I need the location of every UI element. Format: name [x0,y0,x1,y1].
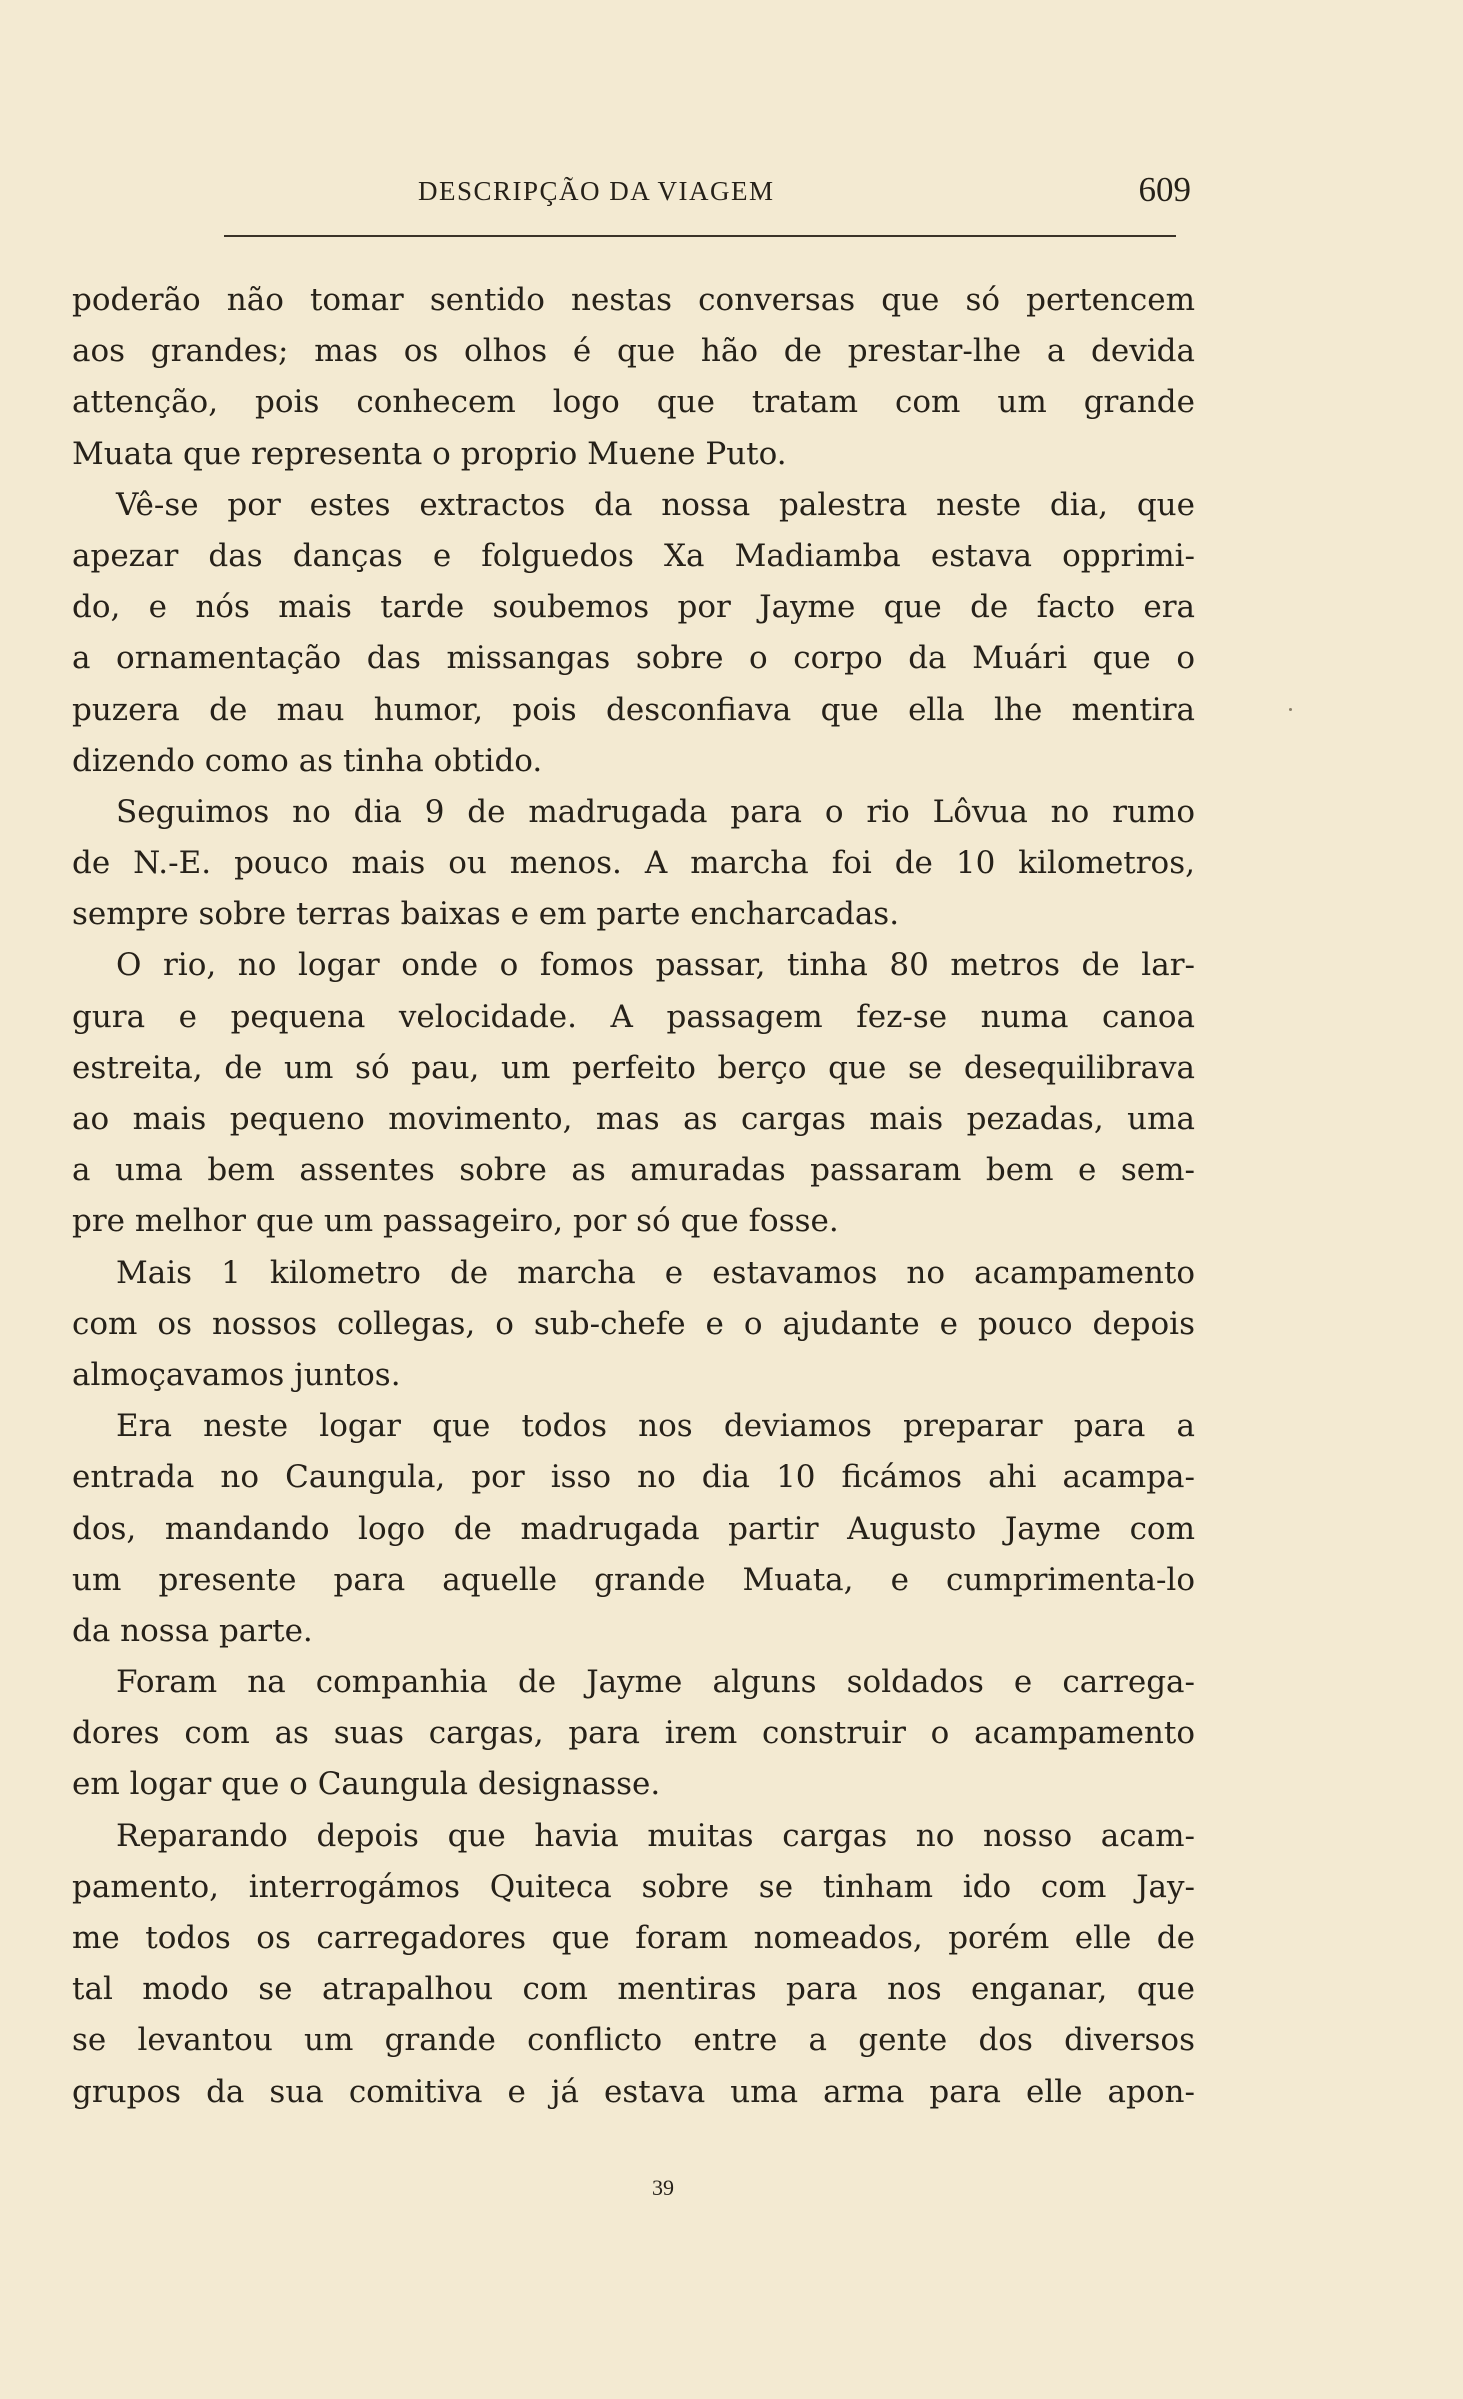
text-line: Era neste logar que todos nos deviamos preparar para a [116,1408,1195,1445]
running-header: DESCRIPÇÃO DA VIAGEM [418,176,775,206]
text-line: um presente para aquelle grande Muata, e cumprimenta-lo [72,1561,1195,1598]
text-line: grupos da sua comitiva e já estava uma arma para elle apon- [72,2073,1195,2110]
text-line: da nossa parte. [72,1612,313,1649]
paper-speck [1289,708,1292,711]
text-line: O rio, no logar onde o fomos passar, tinha 80 metros de lar- [116,947,1195,984]
page-number: 609 [1138,170,1191,209]
text-line: do, e nós mais tarde soubemos por Jayme que de facto era [72,589,1195,626]
text-line: me todos os carregadores que foram nomeados, porém elle de [72,1920,1195,1956]
text-line: Muata que representa o proprio Muene Puto. [72,435,787,472]
paragraph [72,275,1195,480]
text-line: puzera de mau humor, pois desconfiava que ella lhe mentira [72,691,1195,728]
text-line: a uma bem assentes sobre as amuradas passaram bem e sem- [72,1152,1195,1189]
body-text [72,275,1195,2118]
text-line: dizendo como as tinha obtido. [72,742,543,779]
text-line: de N.-E. pouco mais ou menos. A marcha foi de 10 kilometros, [72,845,1195,882]
text-line: tal modo se atrapalhou com mentiras para nos enganar, que [72,1971,1195,2008]
paragraph [72,1248,1195,1402]
paragraph [72,940,1195,1247]
text-line: Seguimos no dia 9 de madrugada para o rio Lôvua no rumo [116,793,1195,830]
paragraph [72,787,1195,941]
text-line: Foram na companhia de Jayme alguns soldados e carrega- [116,1664,1195,1701]
text-line: poderão não tomar sentido nestas conversas que só pertencem [72,282,1195,318]
paragraph [72,1657,1195,1811]
text-line: pre melhor que um passageiro, por só que fosse. [72,1203,839,1240]
text-line: estreita, de um só pau, um perfeito berço que se desequilibrava [72,1049,1195,1086]
text-line: apezar das danças e folguedos Xa Madiamba estava opprimi- [72,537,1195,574]
text-line: dores com as suas cargas, para irem construir o acampamento [72,1715,1195,1752]
paragraph [72,1401,1195,1657]
paragraph [72,480,1195,787]
text-line: dos, mandando logo de madrugada partir Augusto Jayme com [72,1510,1195,1547]
text-line: Mais 1 kilometro de marcha e estavamos no acampamento [116,1254,1195,1291]
signature-mark: 39 [652,2175,674,2200]
text-line: aos grandes; mas os olhos é que hão de prestar-lhe a devida [72,333,1195,370]
text-line: ao mais pequeno movimento, mas as cargas mais pezadas, uma [72,1101,1195,1137]
text-line: em logar que o Caungula designasse. [72,1766,661,1803]
paragraph [72,1811,1195,2118]
header-rule [224,235,1176,237]
text-line: entrada no Caungula, por isso no dia 10 ficámos ahi acampa- [72,1459,1195,1496]
text-line: attenção, pois conhecem logo que tratam com um grande [72,384,1195,421]
text-line: Vê-se por estes extractos da nossa palestra neste dia, que [116,486,1195,523]
text-line: gura e pequena velocidade. A passagem fez-se numa canoa [72,998,1195,1035]
text-line: se levantou um grande conflicto entre a gente dos diversos [72,2022,1195,2059]
text-line: pamento, interrogámos Quiteca sobre se tinham ido com Jay- [72,1868,1195,1905]
text-line: almoçavamos juntos. [72,1356,401,1393]
text-line: com os nossos collegas, o sub-chefe e o ajudante e pouco depois [72,1305,1195,1342]
text-line: sempre sobre terras baixas e em parte encharcadas. [72,896,900,933]
text-line: Reparando depois que havia muitas cargas no nosso acam- [116,1817,1195,1854]
text-line: a ornamentação das missangas sobre o corpo da Muári que o [72,640,1195,677]
